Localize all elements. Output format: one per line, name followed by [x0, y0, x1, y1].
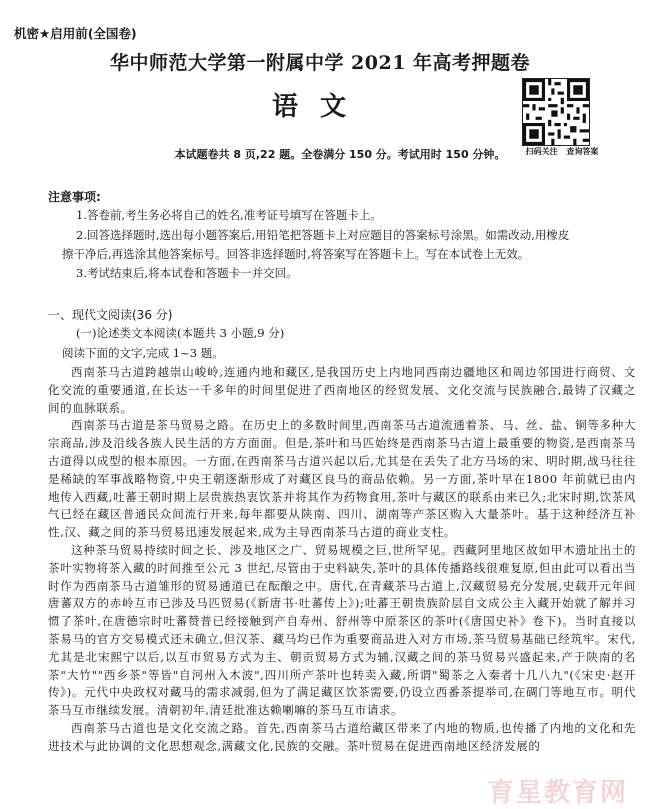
- qr-caption-right: 查询答案: [566, 147, 599, 156]
- reading-passage: [48, 364, 636, 756]
- passage-paragraph: 西南茶马古道跨越崇山峻岭,连通内地和藏区,是我国历史上内地同西南边疆地区和周边邻国进行商贸、文化交流的重要通道,在长达一千多年的时间里促进了西南地区的经贸发展、文化交流与民族融合,最铸了汉藏之间的血脉联系。: [48, 365, 636, 415]
- subject-title: 语文: [271, 92, 368, 122]
- passage-paragraph: 这种茶马贸易持续时间之长、涉及地区之广、贸易规模之巨,世所罕见。西藏阿里地区故如甲木遗址出土的茶叶实物将茶入藏的时间推至公元 3 世纪,尽管由于史料缺失,茶叶的具体传播路线很难复原,但由此可以看出当时作为西南茶马古道雏形的贸易通道已在酝酿之中。唐代,在青藏茶马古道上,汉藏贸易充分发展,史载开元年间唐蕃双方的赤岭互市已涉及马匹贸易(《新唐书·吐蕃传上》);吐蕃王朝贵族阶层自文成公主入藏开始就了解并习惯了茶叶,在唐德宗时吐蕃赞普已经接触到产自寿州、舒州等中原茶区的茶叶(《唐国史补》卷下)。当时直接以茶易马的官方交易模式还未确立,但汉茶、藏马均已作为重要商品进入对方市场,茶马贸易基础已经筑牢。宋代,尤其是北宋熙宁以后,以互市贸易方式为主、朝贡贸易方式为辅,汉藏之间的茶马贸易兴盛起来,产于陕南的名茶"大竹""西乡茶"等皆"自河州入木波",四川所产茶叶也转卖入藏,所谓"蜀茶之入秦者十几八九"(《宋史·赵开传》)。元代中央政权对藏马的需求减弱,但为了满足藏区饮茶需要,仍设立西番茶提举司,在碉门等地互市。明代茶马互市继续发展。清朝初年,清廷批准达赖喇嘛的茶马互市请求。: [48, 542, 636, 718]
- note-item: 2.回答选择题时,选出每小题答案后,用铅笔把答题卡上对应题目的答案标号涂黑。如需改动,用橡皮: [76, 228, 570, 242]
- school-title: 华中师范大学第一附属中学 2021 年高考押题卷: [109, 52, 531, 74]
- note-item: 1.答卷前,考生务必将自己的姓名,准考证号填写在答题卡上。: [76, 208, 382, 222]
- exam-info: 本试题卷共 8 页,22 题。全卷满分 150 分。考试用时 150 分钟。: [174, 148, 506, 161]
- note-item: 擦干净后,再选涂其他答案标号。回答非选择题时,将答案写在答题卡上。写在本试卷上无效。: [62, 247, 530, 261]
- note-item: 3.考试结束后,将本试卷和答题卡一并交回。: [76, 266, 298, 280]
- qr-code-icon[interactable]: [522, 78, 590, 146]
- reading-instruction: 阅读下面的文字,完成 1~3 题。: [62, 346, 224, 360]
- passage-paragraph: 西南茶马古道是茶马贸易之路。在历史上的多数时间里,西南茶马古道流通着茶、马、丝、盐、铜等多种大宗商品,涉及沿线各族人民生活的方方面面。但是,茶叶和马匹始终是西南茶马古道上最重要的物资,是西南茶马古道得以成型的根本原因。一方面,在西南茶马古道兴起以后,尤其是在丢失了北方马场的宋、明时期,战马往往是稀缺的军事战略物资,中央王朝逐渐形成了对藏区良马的商品依赖。另一方面,茶叶早在1800 年前就已由内地传入西藏,吐蕃王朝时期上层贵族热衷饮茶并将其作为药物食用,茶叶与藏区的联系由来已久;北宋时期,饮茶风气已经在藏区普通民众间流行开来,每年都要从陕南、四川、湖南等产茶区购入大量茶叶。基于这种经济互补性,汉、藏之间的茶马贸易迅速发展起来,成为主导西南茶马古道的商业支柱。: [48, 418, 636, 540]
- notes-heading: 注意事项:: [48, 190, 101, 204]
- confidential-label: 机密★启用前(全国卷): [14, 26, 137, 41]
- qr-caption-left: 扫码关注: [525, 147, 558, 156]
- passage-paragraph: 西南茶马古道也是文化交流之路。首先,西南茶马古道给藏区带来了内地的物质,也传播了内地的文化和先进技术与此协调的文化思想观念,满藏文化,民族的交融。茶叶贸易在促进西南地区经济发展的: [48, 720, 636, 753]
- section-subtitle: (一)论述类文本阅读(本题共 3 小题,9 分): [76, 326, 285, 340]
- section-title: 一、现代文阅读(36 分): [48, 308, 173, 322]
- watermark: 育星教育网: [488, 778, 629, 808]
